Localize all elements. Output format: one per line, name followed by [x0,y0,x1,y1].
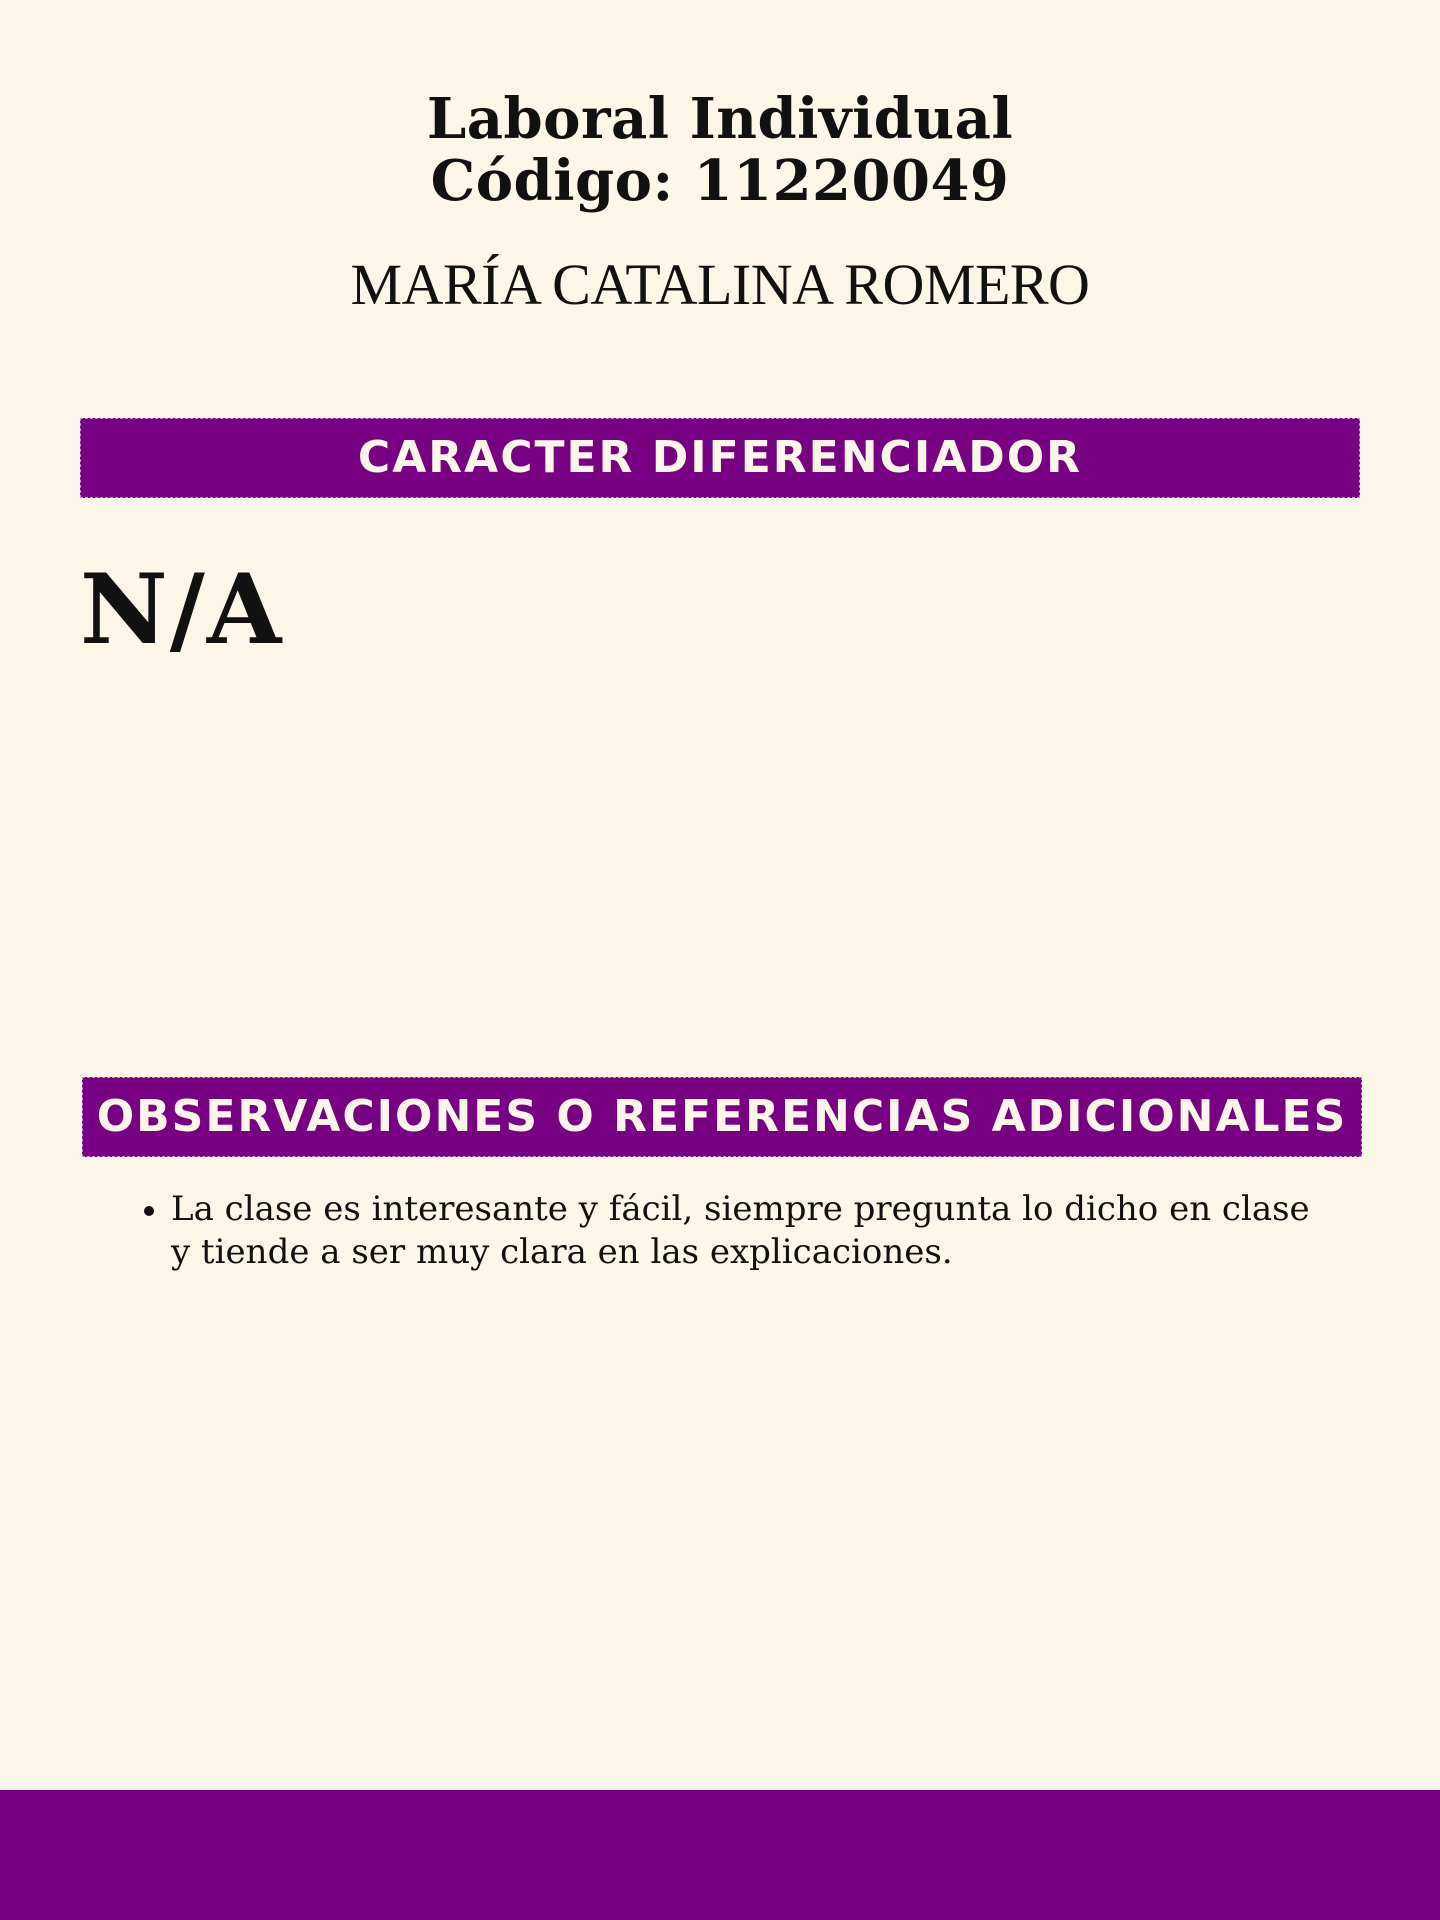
bullet-icon [144,1206,154,1216]
differentiator-value: N/A [80,553,284,666]
differentiator-heading: CARACTER DIFERENCIADOR [80,418,1360,498]
observations-heading: OBSERVACIONES O REFERENCIAS ADICIONALES [82,1077,1362,1157]
course-code: Código: 11220049 [430,148,1010,214]
header [0,88,1440,316]
footer-band [0,1790,1440,1920]
observations-list [138,1188,1318,1274]
list-item [138,1188,1318,1274]
observation-text: La clase es interesante y fácil, siempre pregunta lo dicho en clase y tiende a ser muy clara en las explicaciones. [171,1189,1310,1272]
course-title: Laboral Individual [426,86,1014,152]
professor-name: MARÍA CATALINA ROMERO [350,252,1090,317]
